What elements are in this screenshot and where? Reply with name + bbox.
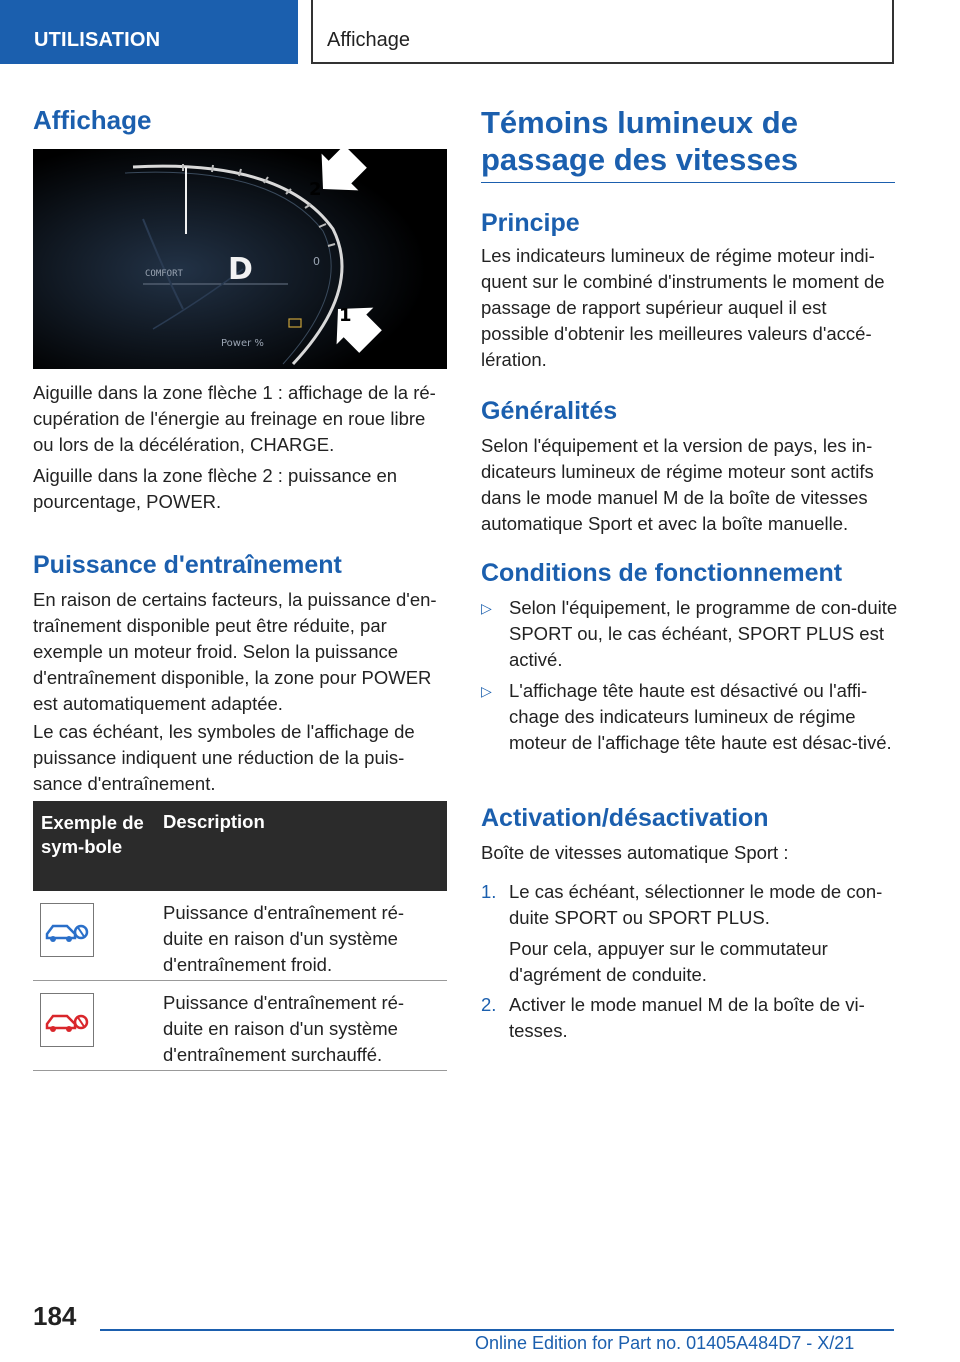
section-title-puissance: Puissance d'entraînement xyxy=(33,551,342,579)
step-text: Le cas échéant, sélectionner le mode de con-duite SPORT ou SPORT PLUS. xyxy=(509,881,883,928)
section-title-temoins: Témoins lumineux de passage des vitesses xyxy=(481,105,799,177)
list-item xyxy=(481,595,898,675)
page-number: 184 xyxy=(33,1301,77,1331)
paragraph-symboles: Le cas échéant, les symboles de l'affichage de puissance indiquent une réduction de la puis-sance d'entraînement. xyxy=(33,721,415,794)
list-item xyxy=(481,992,895,1046)
zero-mark: 0 xyxy=(313,255,320,268)
instrument-cluster-image xyxy=(33,149,447,369)
table-header xyxy=(33,801,447,891)
subtitle-principe: Principe xyxy=(481,209,580,237)
subtitle-generalites: Généralités xyxy=(481,397,618,425)
step-number: 2. xyxy=(481,994,497,1015)
header-section-tab xyxy=(0,0,298,64)
table-row xyxy=(33,981,447,1071)
list-item xyxy=(481,879,895,987)
paragraph-principe: Les indicateurs lumineux de régime moteur indi-quent sur le combiné d'instruments le moment de passage de rapport supérieur auquel il est possible d'obtenir les meilleures valeurs d'accé-lération. xyxy=(481,245,885,370)
paragraph-activation: Boîte de vitesses automatique Sport : xyxy=(481,842,789,863)
table-header-symbol: Exemple de sym-bole xyxy=(41,812,144,857)
list-item-text: Selon l'équipement, le programme de con-duite SPORT ou, le cas échéant, SPORT PLUS est activé. xyxy=(509,597,898,670)
title-rule xyxy=(481,182,895,183)
table-row-description: Puissance d'entraînement ré-duite en raison d'un système d'entraînement froid. xyxy=(163,902,405,975)
mode-text: COMFORT xyxy=(145,269,183,279)
arrow-2-label: 2 xyxy=(309,179,322,200)
step-extra-text: Pour cela, appuyer sur le commutateur d'agrément de conduite. xyxy=(509,938,828,985)
footer-edition: Online Edition for Part no. 01405A484D7 - X/21 xyxy=(475,1333,855,1353)
table-header-description: Description xyxy=(163,811,265,832)
table-row-description: Puissance d'entraînement ré-duite en raison d'un système d'entraînement surchauffé. xyxy=(163,992,405,1065)
header-chapter-label: Affichage xyxy=(327,29,411,51)
header-section-label: UTILISATION xyxy=(34,29,161,51)
power-scale-label: Power % xyxy=(221,338,264,349)
gear-indicator: D xyxy=(228,252,253,287)
arrow-1-label: 1 xyxy=(339,305,352,326)
step-number: 1. xyxy=(481,881,497,902)
footer-rule xyxy=(100,1329,894,1331)
subtitle-activation: Activation/désactivation xyxy=(481,804,769,832)
paragraph-arrow1: Aiguille dans la zone flèche 1 : affichage de la ré-cupération de l'énergie au freinage en roue libre ou lors de la décélération, CHARGE. xyxy=(33,382,436,455)
paragraph-generalites: Selon l'équipement et la version de pays, les in-dicateurs lumineux de régime moteur sont actifs dans le mode manuel M de la boîte de vitesses automatique Sport et avec la boîte manuelle. xyxy=(481,435,874,534)
subtitle-conditions: Conditions de fonctionnement xyxy=(481,559,843,587)
paragraph-puissance: En raison de certains facteurs, la puissance d'en-traînement disponible peut être réduite, par exemple un moteur froid. Selon la puissance d'entraînement disponible, la zone pour POWER est automatiquement adaptée. xyxy=(33,589,437,714)
step-text: Activer le mode manuel M de la boîte de vi-tesses. xyxy=(509,994,865,1041)
paragraph-arrow2: Aiguille dans la zone flèche 2 : puissance en pourcentage, POWER. xyxy=(33,465,398,512)
triangle-bullet-icon: ▷ xyxy=(481,683,492,699)
triangle-bullet-icon: ▷ xyxy=(481,600,492,616)
table-row xyxy=(33,891,447,981)
instrument-cluster-illustration xyxy=(33,149,447,369)
hot-drivetrain-icon xyxy=(40,993,94,1047)
cold-drivetrain-icon xyxy=(40,903,94,957)
list-item-text: L'affichage tête haute est désactivé ou l'affi-chage des indicateurs lumineux de régime moteur de l'affichage tête haute est désac-tivé. xyxy=(509,680,892,753)
header-chapter-tab xyxy=(311,0,894,64)
section-title-affichage: Affichage xyxy=(33,105,152,135)
list-item xyxy=(481,678,895,782)
